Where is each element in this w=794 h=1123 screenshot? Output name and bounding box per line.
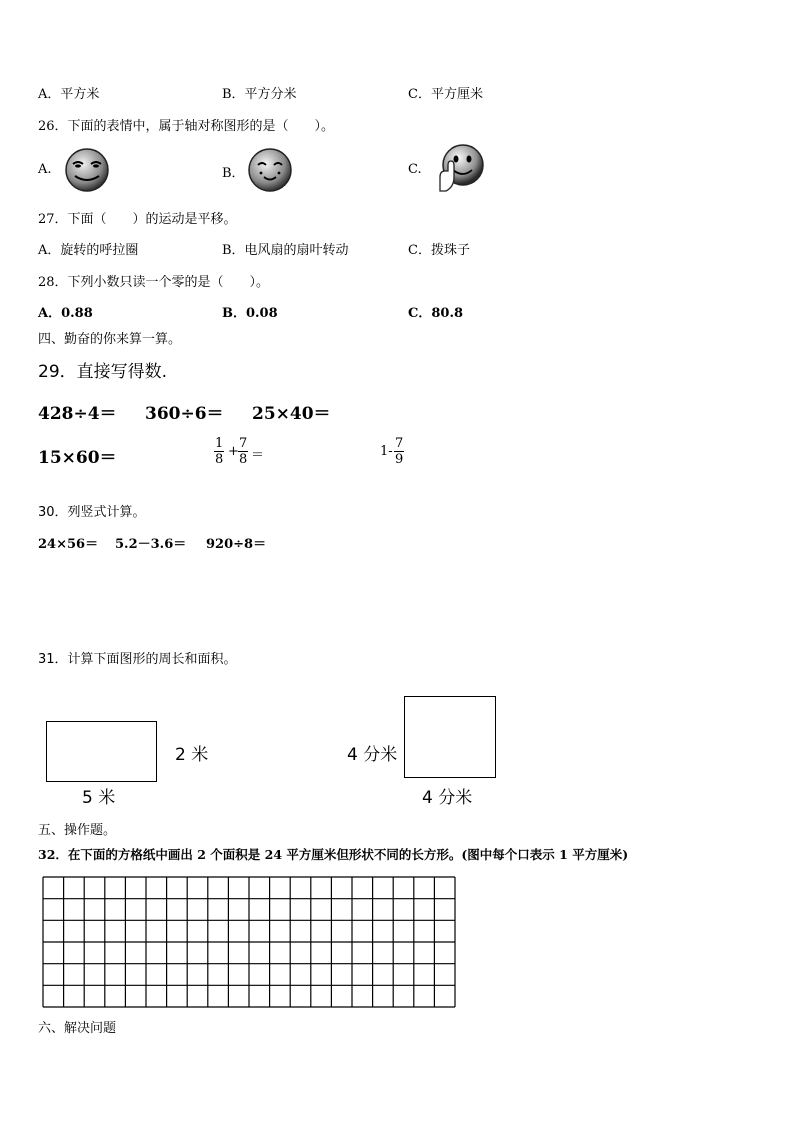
q32-stem: 32．在下面的方格纸中画出 2 个面积是 24 平方厘米但形状不同的长方形。(图中每个口表示 1 平方厘米)	[38, 847, 629, 862]
fraction-denominator: 8	[215, 452, 224, 467]
q29-expr-3: 25×40＝	[252, 404, 331, 424]
plus-sign: +	[228, 444, 239, 459]
section-6-heading: 六、解决问题	[38, 1021, 117, 1036]
equals-sign: ＝	[251, 448, 265, 463]
smirk-face-icon	[64, 147, 110, 193]
q29-fraction-2	[238, 436, 248, 467]
q26-stem: 26．下面的表情中，属于轴对称图形的是（ ）。	[38, 119, 335, 134]
q29-expr-1: 428÷4＝	[38, 404, 117, 424]
q31-stem: 31．计算下面图形的周长和面积。	[38, 652, 237, 667]
square-side-label-left: 4 分米	[347, 745, 398, 765]
square-figure	[404, 696, 496, 778]
q26-option-c: C.	[408, 162, 422, 177]
q28-stem: 28．下列小数只读一个零的是（ ）。	[38, 275, 270, 290]
q29-fraction-3	[394, 436, 404, 467]
section-5-heading: 五、操作题。	[38, 823, 117, 838]
q27-stem: 27．下面（ ）的运动是平移。	[38, 212, 237, 227]
q30-expr-2: 5.2－3.6＝	[115, 537, 187, 552]
q25-option-b: B．平方分米	[222, 87, 297, 102]
q27-option-c: C．拨珠子	[408, 243, 470, 258]
q30-stem: 30．列竖式计算。	[38, 505, 146, 520]
q30-expr-1: 24×56＝	[38, 537, 99, 552]
q29-one-minus: 1-	[380, 444, 393, 459]
q30-expr-3: 920÷8＝	[206, 537, 267, 552]
q29-fraction-1	[214, 436, 224, 467]
grid-paper[interactable]	[42, 876, 456, 1008]
rectangle-height-label: 2 米	[175, 745, 209, 765]
q27-option-b: B．电风扇的扇叶转动	[222, 243, 349, 258]
q25-option-c: C．平方厘米	[408, 87, 483, 102]
q26-option-b: B．	[222, 166, 245, 181]
q28-option-a: A．0.88	[38, 306, 93, 321]
smile-face-icon	[247, 147, 293, 193]
fraction-numerator: 7	[239, 436, 248, 451]
q29-expr-4: 15×60＝	[38, 448, 117, 468]
q25-option-a: A．平方米	[38, 87, 100, 102]
q29-expr-2: 360÷6＝	[145, 404, 224, 424]
rectangle-width-label: 5 米	[82, 788, 116, 808]
fraction-numerator: 7	[395, 436, 404, 451]
fraction-denominator: 9	[395, 452, 404, 467]
q28-option-b: B．0.08	[222, 306, 278, 321]
square-side-label-bottom: 4 分米	[422, 788, 473, 808]
q26-option-a: A.	[38, 162, 52, 177]
fraction-denominator: 8	[239, 452, 248, 467]
fraction-numerator: 1	[215, 436, 224, 451]
thinking-face-icon	[434, 143, 486, 193]
section-4-heading: 四、勤奋的你来算一算。	[38, 332, 182, 347]
q28-option-c: C．80.8	[408, 306, 464, 321]
q27-option-a: A．旋转的呼拉圈	[38, 243, 139, 258]
q29-stem: 29．直接写得数.	[38, 362, 168, 382]
rectangle-figure	[46, 721, 157, 782]
